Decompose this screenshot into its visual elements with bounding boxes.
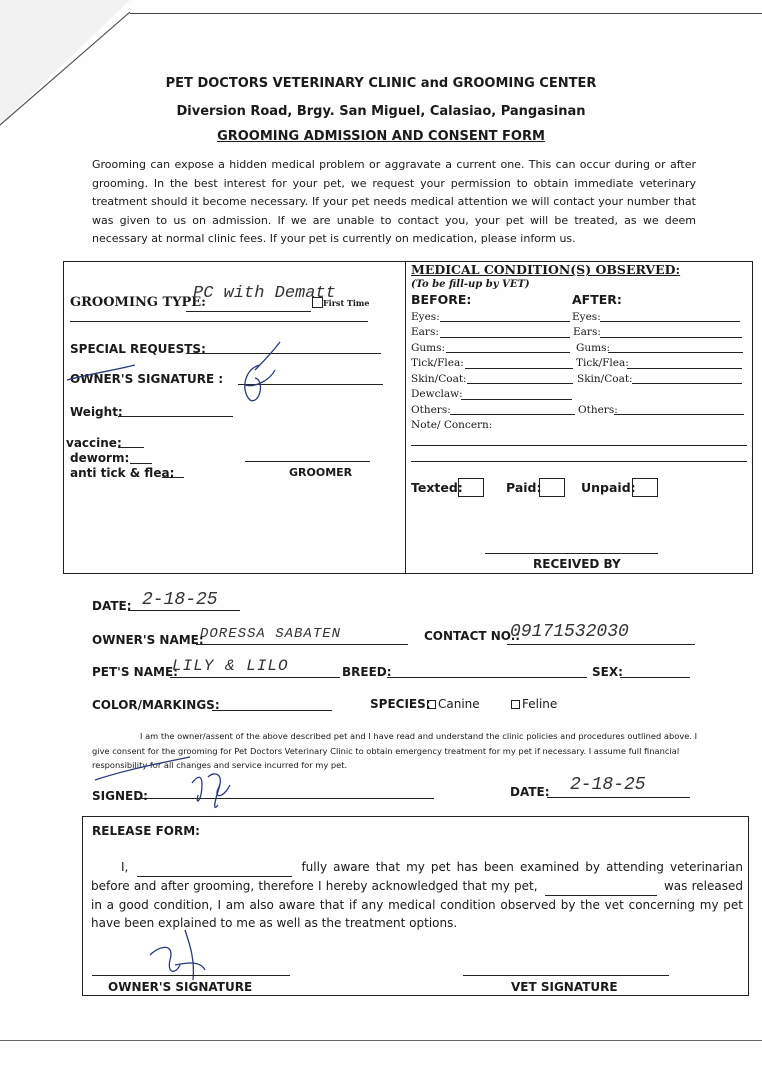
after-gums-label: Gums: [576, 342, 611, 354]
before-others-label: Others: [411, 404, 451, 416]
date-line [128, 610, 240, 611]
received-by-line[interactable] [485, 553, 658, 554]
signed-label: SIGNED: [92, 789, 148, 803]
release-paragraph [91, 858, 743, 932]
consent-signature-scribble [90, 745, 250, 815]
deworm-label: deworm: [70, 451, 130, 465]
special-requests-label: SPECIAL REQUESTS: [70, 342, 206, 356]
before-gums-label: Gums: [411, 342, 446, 354]
release-vet-signature-line[interactable] [463, 975, 669, 976]
release-owner-signature-label: OWNER'S SIGNATURE [108, 980, 253, 994]
first-time-checkbox[interactable] [312, 297, 323, 308]
feline-label: Feline [522, 697, 558, 711]
clinic-address: Diversion Road, Brgy. San Miguel, Calasiao, Pangasinan [176, 104, 586, 119]
clinic-name: PET DOCTORS VETERINARY CLINIC and GROOMING CENTER [165, 76, 597, 91]
unpaid-checkbox[interactable] [632, 478, 658, 497]
bottom-edge [0, 1040, 762, 1041]
note-line-1[interactable] [411, 445, 747, 446]
color-markings-field[interactable] [212, 710, 332, 711]
release-text-1: I, [121, 860, 129, 874]
after-others-label: Others: [578, 404, 618, 416]
before-skincoat-label: Skin/Coat: [411, 373, 467, 385]
species-label: SPECIES: [370, 697, 431, 711]
vaccine-label: vaccine: [66, 436, 122, 450]
medical-title: MEDICAL CONDITION(S) OBSERVED: [411, 262, 681, 277]
medical-subtitle: (To be fill-up by VET) [411, 279, 530, 290]
release-text-2: fully aware that my pet has been examined by attending veterinarian before and after grooming, therefore I hereby acknowledged that my pet, [91, 860, 743, 893]
canine-checkbox[interactable] [427, 700, 436, 709]
before-others-field[interactable] [450, 414, 575, 415]
paid-label: Paid: [506, 480, 542, 495]
form-title: GROOMING ADMISSION AND CONSENT FORM [217, 129, 545, 144]
folded-corner-shadow [0, 0, 140, 140]
before-dewclaw-label: Dewclaw: [411, 388, 463, 400]
texted-checkbox[interactable] [458, 478, 484, 497]
after-ears-field[interactable] [600, 337, 742, 338]
release-text-3: was released in a good condition, I am also aware that if any medical condition observed by the vet concerning my pet have been explained to me as well as the treatment options. [91, 879, 743, 930]
after-eyes-label: Eyes: [572, 311, 601, 323]
consent-date-label: DATE: [510, 785, 550, 799]
consent-date-line [547, 797, 690, 798]
contact-value[interactable]: 09171532030 [510, 622, 629, 642]
grooming-type-value[interactable]: PC with Dematt [193, 284, 336, 303]
antitick-label: anti tick & flea: [70, 466, 175, 480]
weight-label: Weight: [70, 405, 123, 419]
owner-name-label: OWNER'S NAME: [92, 633, 204, 647]
release-owner-signature-line[interactable] [92, 975, 290, 976]
before-ears-field[interactable] [440, 337, 570, 338]
grooming-type-line-2 [70, 321, 368, 322]
consent-text: I am the owner/assent of the above described pet and I have read and understand the clinic policies and procedures outlined above. I give consent for the grooming for Pet Doctors Veterinary Clinic to obtain emergency treatment for my pet if necessary. I assume full financial responsibility for all changes and service incurred for my pet. [92, 731, 698, 770]
contact-label: CONTACT NO.: [424, 629, 521, 643]
after-eyes-field[interactable] [600, 321, 740, 322]
after-tickflea-field[interactable] [627, 368, 742, 369]
date-value[interactable]: 2-18-25 [142, 590, 218, 610]
before-eyes-field[interactable] [440, 321, 570, 322]
release-vet-signature-label: VET SIGNATURE [511, 980, 618, 994]
feline-checkbox[interactable] [511, 700, 520, 709]
before-skincoat-field[interactable] [467, 383, 573, 384]
before-tickflea-field[interactable] [465, 368, 573, 369]
breed-label: BREED: [342, 665, 392, 679]
received-by-label: RECEIVED BY [533, 557, 621, 571]
breed-field[interactable] [387, 677, 587, 678]
grooming-type-label: GROOMING TYPE: [70, 295, 206, 310]
pet-name-label: PET'S NAME: [92, 665, 178, 679]
release-name-field[interactable] [137, 858, 292, 877]
before-gums-field[interactable] [446, 352, 570, 353]
after-skincoat-field[interactable] [632, 383, 742, 384]
grooming-type-line [186, 311, 311, 312]
vaccine-field[interactable] [118, 447, 144, 448]
after-gums-field[interactable] [608, 352, 743, 353]
groomer-signature-line[interactable] [245, 461, 370, 462]
sex-label: SEX: [592, 665, 623, 679]
paid-checkbox[interactable] [539, 478, 565, 497]
first-time-label: First Time [323, 298, 370, 308]
groomer-label: GROOMER [289, 466, 353, 479]
before-tickflea-label: Tick/Flea: [411, 357, 464, 369]
before-ears-label: Ears: [411, 326, 439, 338]
before-label: BEFORE: [411, 292, 472, 307]
date-label: DATE: [92, 599, 132, 613]
note-concern-label: Note/ Concern: [411, 419, 493, 431]
pet-name-value[interactable]: LILY & LILO [172, 657, 289, 675]
after-label: AFTER: [572, 292, 622, 307]
unpaid-label: Unpaid: [581, 480, 636, 495]
canine-label: Canine [438, 697, 480, 711]
after-tickflea-label: Tick/Flea: [576, 357, 629, 369]
intro-paragraph: Grooming can expose a hidden medical problem or aggravate a current one. This can occur during or after grooming. In the best interest for your pet, we request your permission to obtain immediate veterinary treatment should it become necessary. If your pet needs medical attention we will contact your number that was given to us on admission. If we are unable to contact you, your pet will be treated, as we deem necessary at normal clinic fees. If your pet is currently on medication, please inform us. [92, 158, 696, 245]
after-ears-label: Ears: [573, 326, 601, 338]
color-markings-label: COLOR/MARKINGS: [92, 698, 220, 712]
after-skincoat-label: Skin/Coat: [577, 373, 633, 385]
contact-line [507, 644, 695, 645]
release-pet-field[interactable] [545, 877, 657, 896]
box-divider [405, 261, 406, 574]
owner-signature-scribble [55, 340, 295, 410]
release-owner-signature-scribble [145, 925, 215, 985]
antitick-field[interactable] [162, 477, 184, 478]
before-dewclaw-field[interactable] [461, 399, 572, 400]
consent-date-value[interactable]: 2-18-25 [570, 775, 646, 795]
deworm-field[interactable] [130, 463, 152, 464]
owner-signature-label: OWNER'S SIGNATURE : [70, 372, 224, 386]
texted-label: Texted: [411, 480, 463, 495]
owner-name-line [196, 644, 408, 645]
weight-field[interactable] [118, 416, 233, 417]
after-others-field[interactable] [614, 414, 744, 415]
sex-field[interactable] [620, 677, 690, 678]
before-eyes-label: Eyes: [411, 311, 440, 323]
pet-name-line [170, 677, 340, 678]
top-edge [130, 13, 762, 14]
release-title: RELEASE FORM: [92, 824, 200, 838]
note-line-2[interactable] [411, 461, 747, 462]
owner-name-value[interactable]: DORESSA SABATEN [200, 626, 342, 642]
